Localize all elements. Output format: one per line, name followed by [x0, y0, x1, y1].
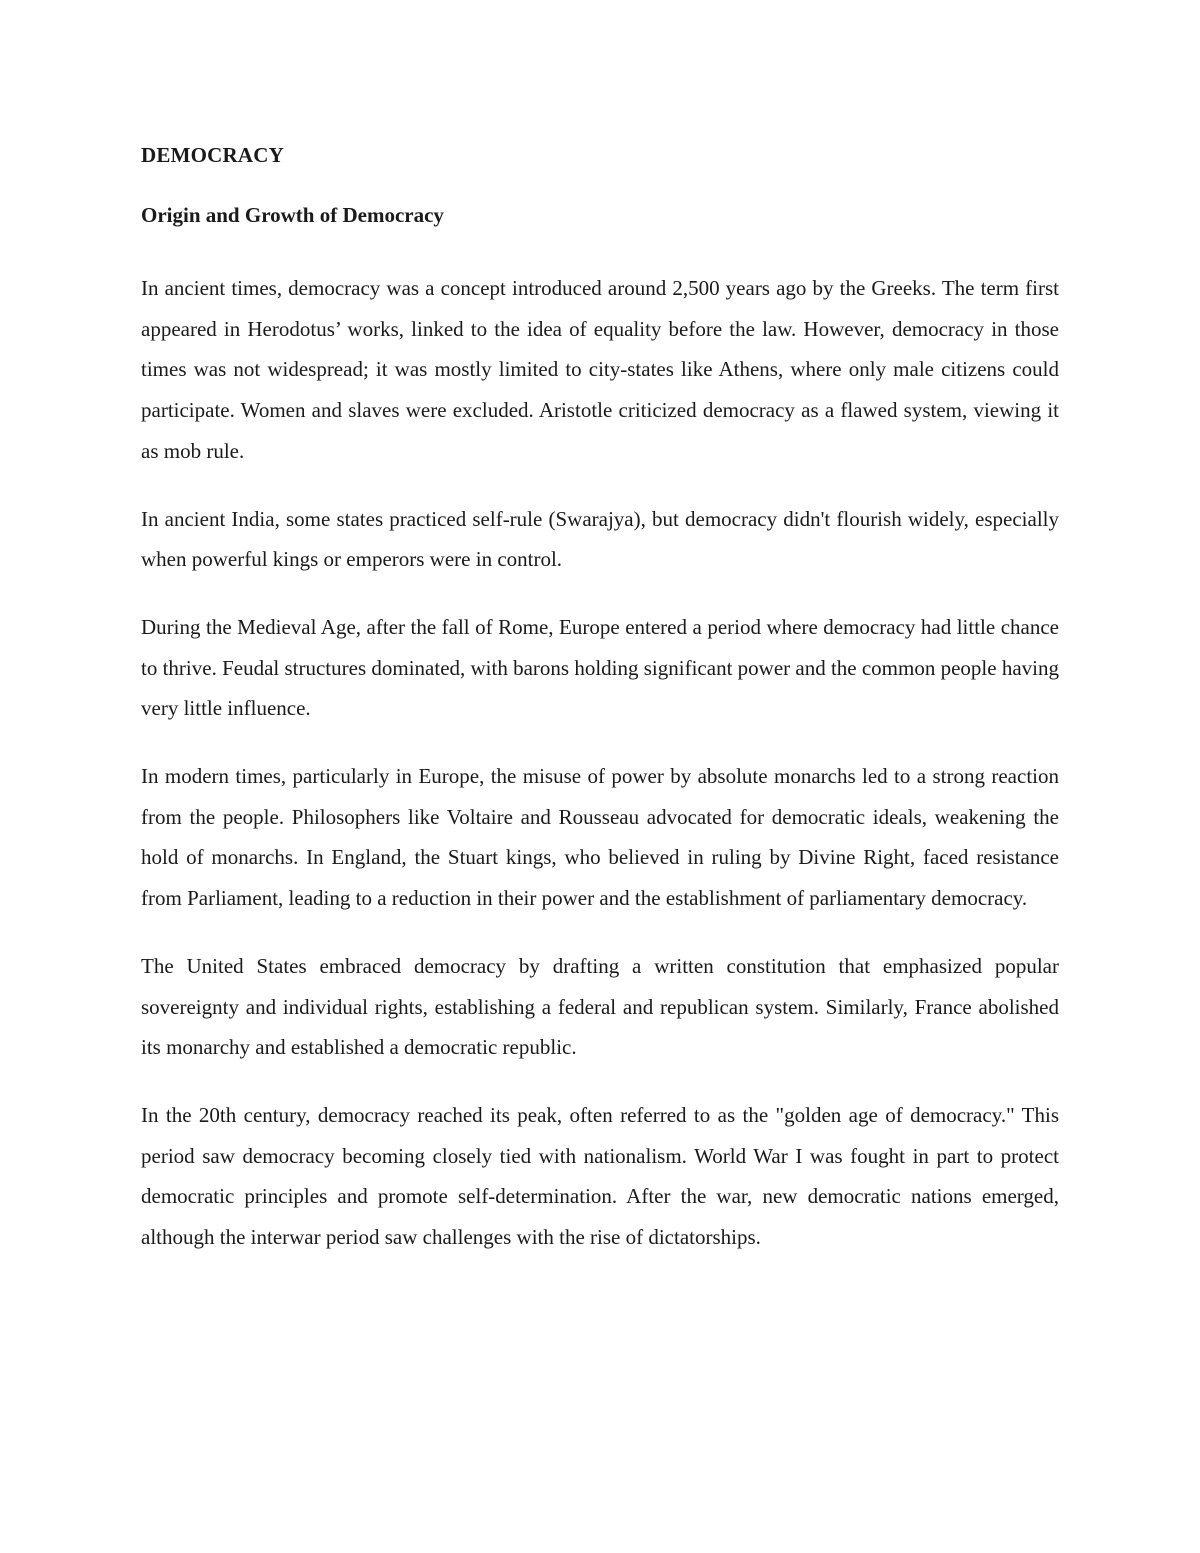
paragraph-ancient-india: In ancient India, some states practiced self-rule (Swarajya), but democracy didn't flourish widely, especially when powerful kings or emperors were in control.: [141, 506, 1059, 572]
paragraph-ancient-greece: In ancient times, democracy was a concept introduced around 2,500 years ago by the Greeks. The term first appeared in Herodotus’ works, linked to the idea of equality before the law. However, democracy in those times was not widespread; it was mostly limited to city-states like Athens, where only male citizens could participate. Women and slaves were excluded. Aristotle criticized democracy as a flawed system, viewing it as mob rule.: [141, 276, 1059, 463]
section-heading: Origin and Growth of Democracy: [141, 203, 444, 227]
document-title: DEMOCRACY: [141, 143, 284, 167]
paragraph-medieval-age: During the Medieval Age, after the fall of Rome, Europe entered a period where democracy had little chance to thrive. Feudal structures dominated, with barons holding significant power and the common people having very little influence.: [141, 614, 1059, 721]
paragraph-modern-times: In modern times, particularly in Europe, the misuse of power by absolute monarchs led to a strong reaction from the people. Philosophers like Voltaire and Rousseau advocated for democratic ideals, weakening the hold of monarchs. In England, the Stuart kings, who believed in ruling by Divine Right, faced resistance from Parliament, leading to a reduction in their power and the establishment of parliamentary democracy.: [141, 764, 1059, 911]
paragraph-20th-century: In the 20th century, democracy reached its peak, often referred to as the "golden age of democracy." This period saw democracy becoming closely tied with nationalism. World War I was fought in part to protect democratic principles and promote self-determination. After the war, new democratic nations emerged, although the interwar period saw challenges with the rise of dictatorships.: [141, 1102, 1059, 1250]
document-body: [141, 140, 1059, 1285]
paragraph-united-states-france: The United States embraced democracy by drafting a written constitution that emphasized popular sovereignty and individual rights, establishing a federal and republican system. Similarly, France abolished its monarchy and established a democratic republic.: [141, 953, 1059, 1060]
